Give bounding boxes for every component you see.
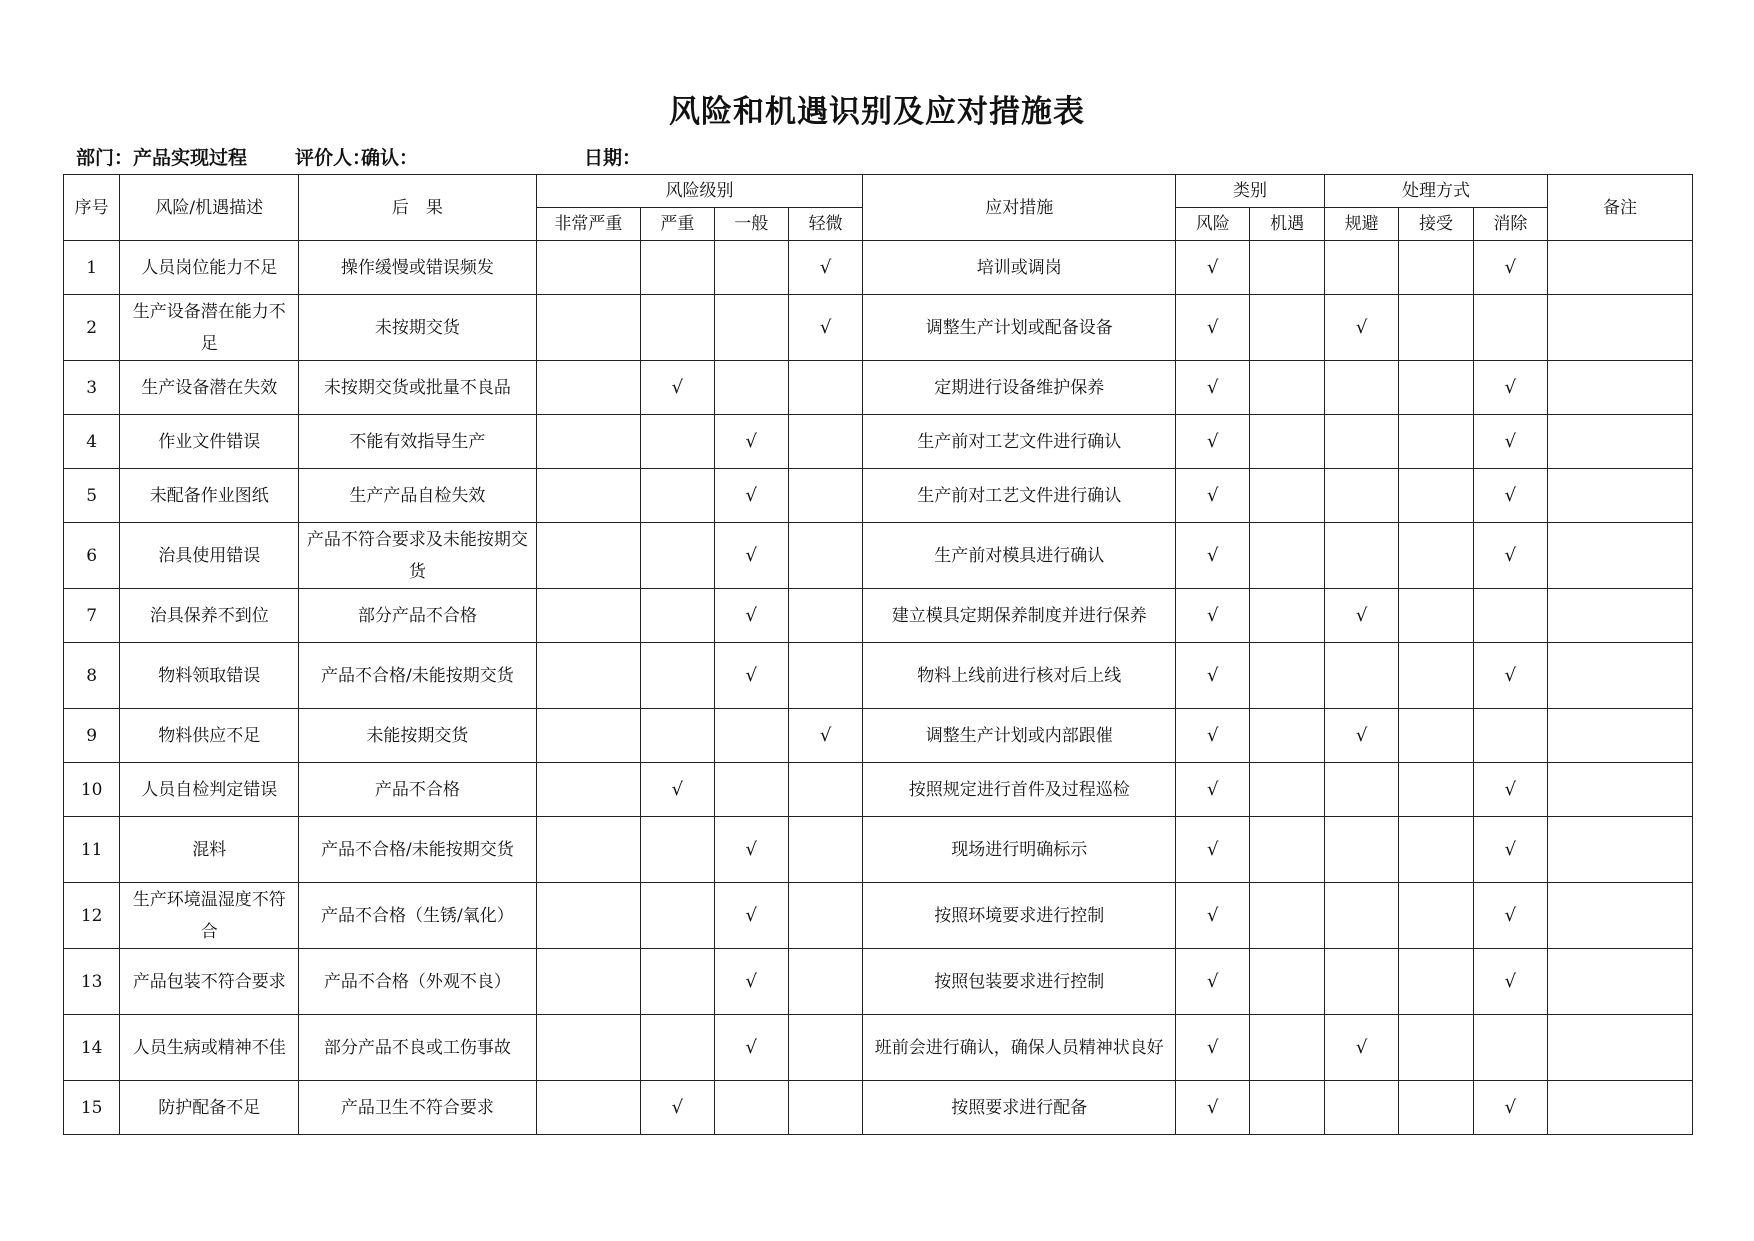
level-cell [536,1081,641,1135]
row-measure: 按照要求进行配备 [863,1081,1176,1135]
row-measure: 培训或调岗 [863,241,1176,295]
row-description: 治具使用错误 [120,523,299,589]
row-seq: 12 [64,883,120,949]
row-description: 生产环境温湿度不符合 [120,883,299,949]
level-cell: √ [641,763,714,817]
header-consequence: 后 果 [299,175,536,241]
handling-cell [1399,1081,1473,1135]
level-cell [641,523,714,589]
row-description: 产品包装不符合要求 [120,949,299,1015]
row-remark [1548,643,1693,709]
level-cell [641,469,714,523]
row-description: 未配备作业图纸 [120,469,299,523]
handling-cell [1324,361,1398,415]
level-cell: √ [641,1081,714,1135]
row-measure: 班前会进行确认，确保人员精神状良好 [863,1015,1176,1081]
header-handling-accept: 接受 [1399,208,1473,241]
handling-cell: √ [1324,589,1398,643]
level-cell [714,709,788,763]
level-cell: √ [714,589,788,643]
handling-cell [1399,241,1473,295]
row-measure: 生产前对工艺文件进行确认 [863,415,1176,469]
row-remark [1548,763,1693,817]
handling-cell [1399,643,1473,709]
level-cell [641,295,714,361]
category-cell [1250,415,1324,469]
row-seq: 10 [64,763,120,817]
category-cell [1250,709,1324,763]
category-cell: √ [1176,589,1250,643]
level-cell [714,361,788,415]
category-cell: √ [1176,949,1250,1015]
row-remark [1548,469,1693,523]
category-cell: √ [1176,883,1250,949]
level-cell: √ [714,949,788,1015]
row-description: 治具保养不到位 [120,589,299,643]
table-row [64,415,1693,469]
level-cell [788,643,862,709]
handling-cell [1324,643,1398,709]
category-cell [1250,1081,1324,1135]
header-level-very-serious: 非常严重 [536,208,641,241]
category-cell: √ [1176,469,1250,523]
level-cell [788,949,862,1015]
handling-cell [1399,817,1473,883]
category-cell: √ [1176,295,1250,361]
handling-cell: √ [1473,763,1547,817]
table-row [64,763,1693,817]
level-cell [536,469,641,523]
category-cell: √ [1176,817,1250,883]
row-seq: 7 [64,589,120,643]
row-measure: 现场进行明确标示 [863,817,1176,883]
level-cell [788,589,862,643]
level-cell [536,523,641,589]
row-remark [1548,589,1693,643]
row-consequence: 未按期交货 [299,295,536,361]
level-cell: √ [714,883,788,949]
level-cell [536,361,641,415]
handling-cell [1399,709,1473,763]
level-cell [641,1015,714,1081]
table-row [64,241,1693,295]
handling-cell [1399,763,1473,817]
level-cell: √ [714,469,788,523]
category-cell: √ [1176,361,1250,415]
handling-cell [1473,295,1547,361]
level-cell [641,949,714,1015]
row-seq: 3 [64,361,120,415]
level-cell: √ [714,643,788,709]
row-measure: 按照规定进行首件及过程巡检 [863,763,1176,817]
row-measure: 建立模具定期保养制度并进行保养 [863,589,1176,643]
row-seq: 9 [64,709,120,763]
row-description: 物料领取错误 [120,643,299,709]
level-cell [788,1015,862,1081]
header-row-1 [64,175,1693,208]
handling-cell [1324,469,1398,523]
category-cell [1250,589,1324,643]
header-seq: 序号 [64,175,120,241]
handling-cell [1324,883,1398,949]
level-cell [641,241,714,295]
category-cell: √ [1176,643,1250,709]
level-cell: √ [641,361,714,415]
handling-cell [1324,763,1398,817]
category-cell [1250,469,1324,523]
header-level-serious: 严重 [641,208,714,241]
handling-cell [1399,1015,1473,1081]
category-cell: √ [1176,1015,1250,1081]
level-cell [536,763,641,817]
header-category-risk: 风险 [1176,208,1250,241]
category-cell: √ [1176,241,1250,295]
table-row [64,1081,1693,1135]
handling-cell [1399,589,1473,643]
table-row [64,589,1693,643]
handling-cell [1399,469,1473,523]
level-cell [788,1081,862,1135]
handling-cell [1399,415,1473,469]
handling-cell [1324,241,1398,295]
row-description: 生产设备潜在能力不足 [120,295,299,361]
row-consequence: 未能按期交货 [299,709,536,763]
level-cell [536,589,641,643]
level-cell [536,949,641,1015]
row-measure: 调整生产计划或内部跟催 [863,709,1176,763]
header-category-opportunity: 机遇 [1250,208,1324,241]
row-remark [1548,241,1693,295]
row-description: 人员自检判定错误 [120,763,299,817]
confirm-label: 确认： [361,147,419,169]
row-seq: 1 [64,241,120,295]
evaluator-label: 评价人： [295,147,372,169]
level-cell [788,469,862,523]
handling-cell: √ [1473,949,1547,1015]
level-cell [788,883,862,949]
header-measures: 应对措施 [863,175,1176,241]
risk-opportunity-table [63,174,1693,1135]
level-cell [788,415,862,469]
row-remark [1548,361,1693,415]
handling-cell [1324,415,1398,469]
row-remark [1548,523,1693,589]
row-consequence: 产品不符合要求及未能按期交货 [299,523,536,589]
row-consequence: 生产产品自检失效 [299,469,536,523]
header-level-general: 一般 [714,208,788,241]
level-cell [641,883,714,949]
level-cell [788,817,862,883]
handling-cell [1399,523,1473,589]
level-cell [536,295,641,361]
level-cell [536,883,641,949]
level-cell [641,589,714,643]
table-row [64,949,1693,1015]
level-cell [641,709,714,763]
level-cell [788,361,862,415]
header-handling-avoid: 规避 [1324,208,1398,241]
handling-cell [1473,1015,1547,1081]
row-seq: 2 [64,295,120,361]
row-description: 物料供应不足 [120,709,299,763]
row-remark [1548,415,1693,469]
handling-cell: √ [1473,361,1547,415]
row-remark [1548,295,1693,361]
row-remark [1548,709,1693,763]
row-seq: 6 [64,523,120,589]
table-row [64,469,1693,523]
handling-cell [1399,295,1473,361]
level-cell [714,295,788,361]
level-cell [714,1081,788,1135]
category-cell [1250,1015,1324,1081]
header-level-minor: 轻微 [788,208,862,241]
row-consequence: 产品不合格（外观不良） [299,949,536,1015]
row-consequence: 部分产品不良或工伤事故 [299,1015,536,1081]
handling-cell: √ [1473,523,1547,589]
category-cell [1250,949,1324,1015]
row-seq: 4 [64,415,120,469]
handling-cell: √ [1473,241,1547,295]
header-handling-eliminate: 消除 [1473,208,1547,241]
level-cell: √ [788,295,862,361]
category-cell [1250,817,1324,883]
handling-cell: √ [1473,415,1547,469]
table-row [64,883,1693,949]
category-cell [1250,763,1324,817]
level-cell [536,817,641,883]
row-seq: 13 [64,949,120,1015]
level-cell: √ [714,1015,788,1081]
level-cell [536,241,641,295]
handling-cell: √ [1473,1081,1547,1135]
row-seq: 5 [64,469,120,523]
row-remark [1548,1081,1693,1135]
row-seq: 8 [64,643,120,709]
row-seq: 15 [64,1081,120,1135]
row-consequence: 产品不合格/未能按期交货 [299,643,536,709]
row-description: 作业文件错误 [120,415,299,469]
date-label: 日期： [584,147,642,169]
row-measure: 定期进行设备维护保养 [863,361,1176,415]
row-seq: 14 [64,1015,120,1081]
handling-cell [1324,817,1398,883]
table-row [64,643,1693,709]
level-cell: √ [714,523,788,589]
category-cell: √ [1176,523,1250,589]
category-cell: √ [1176,763,1250,817]
handling-cell: √ [1473,817,1547,883]
level-cell [641,817,714,883]
handling-cell: √ [1473,883,1547,949]
handling-cell [1399,883,1473,949]
table-row [64,361,1693,415]
row-consequence: 部分产品不合格 [299,589,536,643]
handling-cell [1473,709,1547,763]
category-cell: √ [1176,1081,1250,1135]
level-cell [536,709,641,763]
handling-cell [1399,949,1473,1015]
table-body [64,241,1693,1135]
category-cell: √ [1176,709,1250,763]
header-category: 类别 [1176,175,1325,208]
row-description: 人员岗位能力不足 [120,241,299,295]
category-cell [1250,523,1324,589]
level-cell [536,415,641,469]
handling-cell: √ [1324,1015,1398,1081]
row-remark [1548,817,1693,883]
handling-cell: √ [1473,643,1547,709]
row-description: 防护配备不足 [120,1081,299,1135]
row-measure: 生产前对模具进行确认 [863,523,1176,589]
row-remark [1548,949,1693,1015]
level-cell: √ [788,241,862,295]
handling-cell [1473,589,1547,643]
level-cell [788,763,862,817]
row-seq: 11 [64,817,120,883]
page-title: 风险和机遇识别及应对措施表 [669,94,1085,130]
level-cell [641,415,714,469]
level-cell: √ [788,709,862,763]
table-row [64,709,1693,763]
row-remark [1548,1015,1693,1081]
header-remark: 备注 [1548,175,1693,241]
table-row [64,1015,1693,1081]
level-cell [641,643,714,709]
row-consequence: 产品不合格 [299,763,536,817]
row-consequence: 产品不合格/未能按期交货 [299,817,536,883]
row-remark [1548,883,1693,949]
handling-cell: √ [1324,295,1398,361]
level-cell [788,523,862,589]
row-measure: 生产前对工艺文件进行确认 [863,469,1176,523]
level-cell: √ [714,817,788,883]
row-description: 生产设备潜在失效 [120,361,299,415]
level-cell: √ [714,415,788,469]
category-cell [1250,643,1324,709]
category-cell [1250,295,1324,361]
table-row [64,523,1693,589]
table-row [64,295,1693,361]
header-handling: 处理方式 [1324,175,1547,208]
category-cell: √ [1176,415,1250,469]
row-consequence: 不能有效指导生产 [299,415,536,469]
row-measure: 按照包装要求进行控制 [863,949,1176,1015]
handling-cell: √ [1324,709,1398,763]
category-cell [1250,883,1324,949]
level-cell [714,763,788,817]
category-cell [1250,241,1324,295]
row-consequence: 产品不合格（生锈/氧化） [299,883,536,949]
handling-cell [1324,523,1398,589]
handling-cell: √ [1473,469,1547,523]
level-cell [536,643,641,709]
category-cell [1250,361,1324,415]
row-measure: 按照环境要求进行控制 [863,883,1176,949]
row-consequence: 产品卫生不符合要求 [299,1081,536,1135]
handling-cell [1324,1081,1398,1135]
header-description: 风险/机遇描述 [120,175,299,241]
level-cell [714,241,788,295]
row-measure: 物料上线前进行核对后上线 [863,643,1176,709]
table-row [64,817,1693,883]
handling-cell [1324,949,1398,1015]
handling-cell [1399,361,1473,415]
row-description: 混料 [120,817,299,883]
level-cell [536,1015,641,1081]
row-consequence: 未按期交货或批量不良品 [299,361,536,415]
header-risk-level: 风险级别 [536,175,863,208]
row-description: 人员生病或精神不佳 [120,1015,299,1081]
row-measure: 调整生产计划或配备设备 [863,295,1176,361]
department-label: 部门：产品实现过程 [76,147,248,169]
row-consequence: 操作缓慢或错误频发 [299,241,536,295]
